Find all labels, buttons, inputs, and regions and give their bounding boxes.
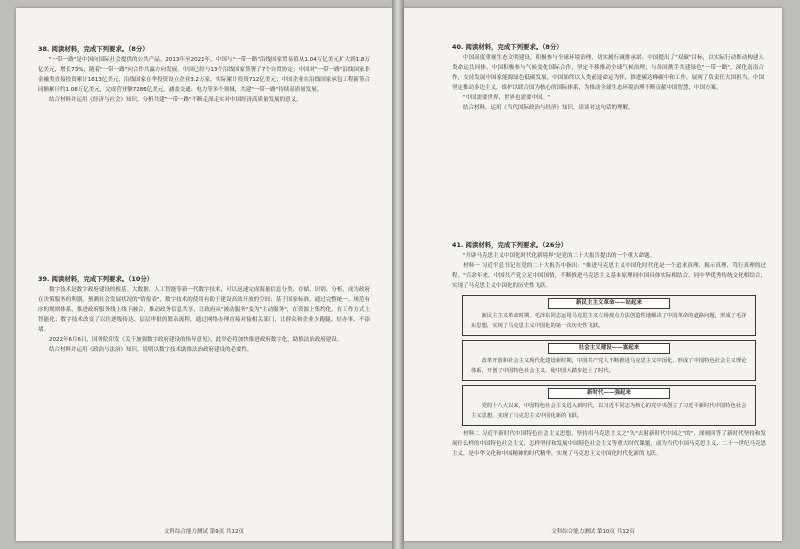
question-38 <box>38 44 370 105</box>
right-page-footer: 文科综合能力测试 第10页 共12页 <box>551 529 635 535</box>
history-box-1 <box>462 295 756 336</box>
question-41-material-2: 材料二 习近平新时代中国特色社会主义思想，坚持用马克思主义之"矢"去射新时代中国之"的"，深刻回答了新时代坚持和发展什么样的中国特色社会主义、怎样坚持和发展中国特色社会主义等重大时代课题，成为当代中国马克思主义、二十一世纪马克思主义，是中华文化和中国精神的时代精华，实现了马克思主义中国化时代化新的飞跃。 <box>452 431 766 457</box>
question-41-intro: "开辟马克思主义中国化时代化新境界"是党的二十大报告提出的一个重大命题。 <box>463 253 656 259</box>
question-39-task: 结合材料并运用《政治与法治》知识，说明以数字技术助推法治政府建设的必要性。 <box>49 347 253 353</box>
left-page-footer: 文科综合能力测试 第9页 共12页 <box>164 529 244 535</box>
question-40-header: 40. 阅读材料，完成下列要求。（8分） <box>452 43 563 51</box>
question-41-material-1: 材料一 习近平总书记在党的二十大报告中指出："推进马克思主义中国化时代化是一个追求真理、揭示真理、笃行真理的过程。"百余年来，中国共产党立足中国国情，不断推进马克思主义基本原理同中国具体实际相结合、同中华优秀传统文化相结合，实现了马克思主义中国化的历史性飞跃。 <box>452 263 766 289</box>
question-38-header: 38. 阅读材料，完成下列要求。（8分） <box>38 45 149 53</box>
question-40-task: 结合材料，运用《当代国际政治与经济》知识，谈谈对这句话的理解。 <box>463 105 634 111</box>
question-39-date-note: 2022年6月6日，国务院印发《关于加强数字政府建设的指导意见》，此举必将加快推进政府数字化，助推法治政府建设。 <box>49 337 343 343</box>
question-39-header: 39. 阅读材料，完成下列要求。（10分） <box>38 275 154 283</box>
question-41 <box>452 240 766 459</box>
question-40-quote: "中国需要世界，世界也需要中国。" <box>463 95 551 101</box>
history-box-2-text: 改革开放和社会主义现代化建设新时期，中国共产党人不断推进马克思主义中国化，形成了中国特色社会主义理论体系，开创了中国特色社会主义，使中国大踏步赶上了时代。 <box>471 358 747 374</box>
question-38-task: 结合材料并运用《经济与社会》知识，分析共建"一带一路"不断走深走实对中国经济高质量发展的意义。 <box>49 97 302 103</box>
left-page <box>16 8 392 541</box>
page-fold <box>392 0 404 549</box>
right-page <box>404 8 782 541</box>
question-41-header: 41. 阅读材料，完成下列要求。（26分） <box>452 241 568 249</box>
history-box-1-text: 新民主主义革命时期，毛泽东同志运用马克思主义立场观点方法创造性地解决了中国革命的道路问题，形成了毛泽东思想，实现了马克思主义中国化的第一次历史性飞跃。 <box>471 313 747 329</box>
question-40 <box>452 42 764 113</box>
question-39 <box>38 274 370 355</box>
history-box-2 <box>462 340 756 381</box>
question-38-material: "一带一路"是中国向国际社会提供的公共产品。2013年至2021年，中国与"一带一路"沿线国家贸易值从1.04万亿美元扩大到1.8万亿美元，增长73%；随着"一带一路"向合作共赢方向发展，中国已经与13个沿线国家签署了7个自贸协定；中国对"一带一路"沿线国家非金融类直接投资累计1613亿美元，沿线国家在华投资设立企业3.2万家，实际累计投资712亿美元；中国企业在沿线国家承包工程新签合同额累计约1.08万亿美元，完成营业额7286亿美元，涵盖交通、电力等多个领域，共建"一带一路"持续高质量发展。 <box>38 57 370 93</box>
history-box-3-title: 新时代——强起来 <box>548 388 670 399</box>
history-box-3 <box>462 385 756 426</box>
question-40-material: 中国高度重视生态文明建设，积极参与全球环境治理，切实履行减排承诺。中国提出了"双碳"目标，以实际行动推动构建人类命运共同体。中国积极参与气候变化国际合作，坚定不移推动全球气候治理；与各国携手共建绿色"一带一路"，深化南南合作，支持发展中国家能源绿色低碳发展。中国始终以人类前途命运为怀，推进碳达峰碳中和工作，展现了负责任大国担当。中国坚定推动多边主义，维护以联合国为核心的国际体系，为推动全球生态环境治理不断贡献中国智慧、中国方案。 <box>452 55 764 91</box>
question-39-material: 数字技术是数字政府建设的根基。大数据、人工智能等新一代数字技术，可以迅速完成海量信息分类、存储、识别、分析，成为政府在决策服务的利器。预测社会发展状况的"情报表"，数字技术的使用有助于建设高效开放的空间；基于国家标准，通过完整统一、规范有序的规则体系，推进政府服务线上线下融合，推动政务信息共享，让政府从"被动服务"变为"主动服务"，在资源上集约化，在工作方式上智能化；数字技术改变了以往逐级传达、层层审批的繁杂流程，通过网络办理直接对接相关部门，让群众和企业少跑腿、好办事、不添堵。 <box>38 287 370 333</box>
history-box-2-title: 社会主义建设——富起来 <box>548 343 670 354</box>
history-box-1-title: 新民主主义革命——站起来 <box>548 298 670 309</box>
history-box-3-text: 党的十八大以来，中国特色社会主义进入新时代，以习近平同志为核心的党中央创立了习近平新时代中国特色社会主义思想，实现了马克思主义中国化新的飞跃。 <box>471 403 747 419</box>
